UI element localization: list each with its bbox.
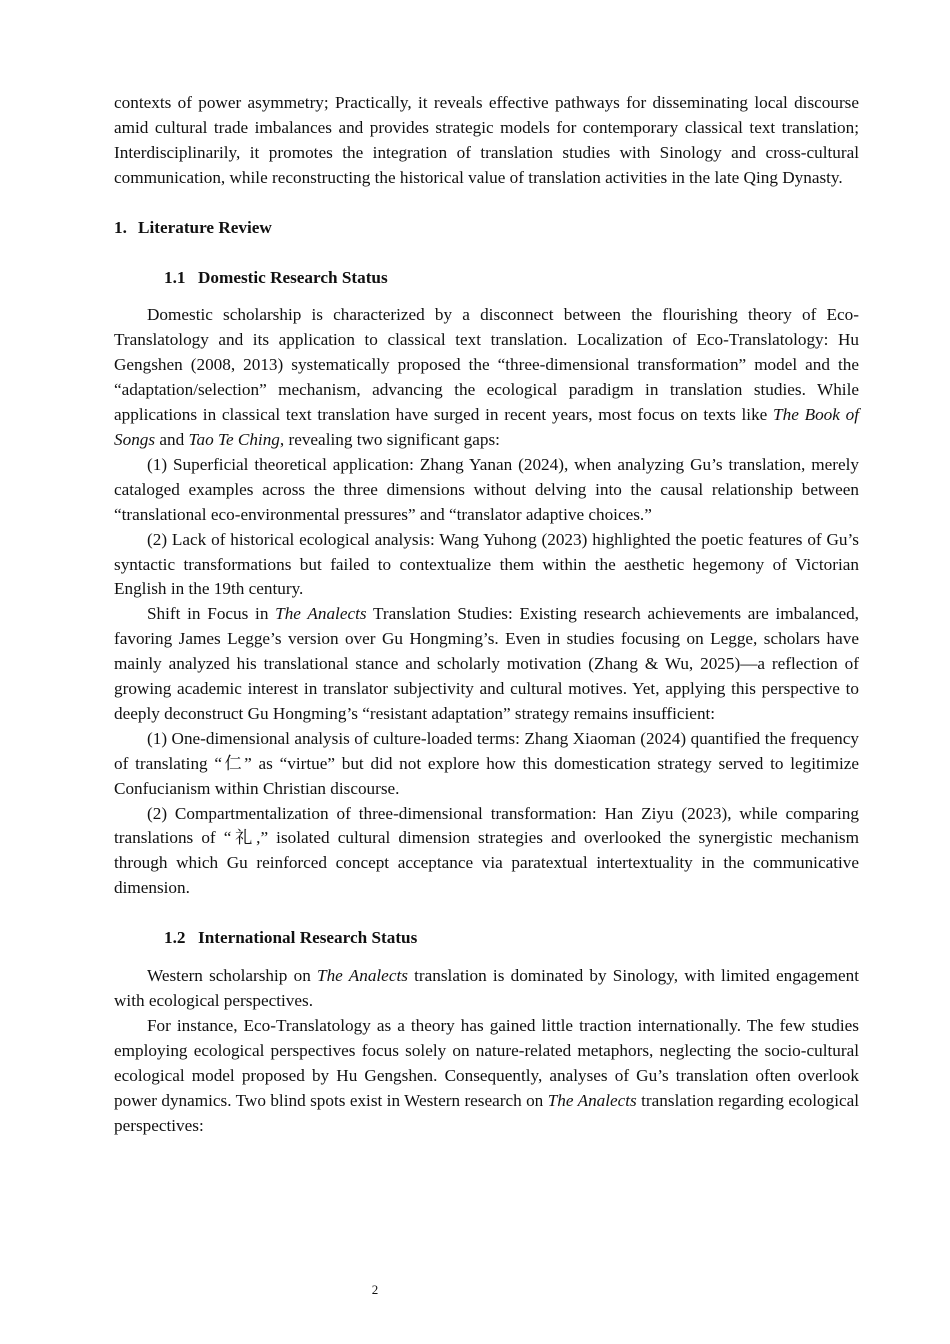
page-number [0, 1281, 750, 1299]
work-title: The Analects [317, 966, 408, 986]
domestic-paragraph-3: (2) Lack of historical ecological analysis: Wang Yuhong (2023) highlighted the poetic features of Gu’s syntactic transformations but failed to contextualize them within the aesthetic hegemony of Victorian English in the 19th century. [114, 529, 859, 599]
section-number: 1. [114, 217, 127, 237]
subsection-number: 1.1 [164, 267, 186, 287]
international-paragraph-2 [114, 1014, 859, 1139]
domestic-paragraph-4 [114, 602, 859, 727]
subsection-title: Domestic Research Status [198, 267, 388, 287]
domestic-paragraph-6: (2) Compartmentalization of three-dimensional transformation: Han Ziyu (2023), while comparing translations of “礼,” isolated cultural dimension strategies and overlooked the synergistic mechanism through which Gu reinforced concept acceptance via paratextual intertextuality in the communicative dimension. [114, 803, 859, 898]
text-run: Domestic scholarship is characterized by a disconnect between the flourishing theory of Eco-Translatology and its application to classical text translation. Localization of Eco-Translatology: Hu Gengshen (2008, 2013) systematically proposed the “three-dimensional transformation” model and the “adaptation/selection” mechanism, advancing the ecological paradigm in translation studies. While applications in classical text translation have surged in recent years, most focus on texts like [114, 305, 859, 425]
subsection-title: International Research Status [198, 928, 418, 948]
section-title: Literature Review [138, 217, 272, 237]
subsection-heading-international [164, 926, 859, 951]
subsection-number: 1.2 [164, 928, 186, 948]
domestic-paragraph-1 [114, 303, 859, 452]
text-run: and [155, 429, 189, 449]
work-title: The Analects [275, 604, 367, 624]
work-title: The Book of Songs [114, 405, 859, 449]
section-heading-literature-review [114, 216, 859, 241]
text-run: translation is dominated by Sinology, with limited engagement with ecological perspectives. [114, 966, 860, 1010]
text-run: translation regarding ecological perspectives: [114, 1090, 859, 1135]
text-run: For instance, Eco-Translatology as a theory has gained little traction internationally. The few studies employing ecological perspectives focus solely on nature-related metaphors, neglecting the socio-cultural ecological model proposed by Hu Gengshen. Consequently, analyses of Gu’s translation often overlook power dynamics. Two blind spots exist in Western research on [114, 1015, 859, 1110]
subsection-heading-domestic [164, 266, 859, 291]
text-run: Western scholarship on [147, 966, 318, 986]
page-body [114, 91, 859, 1138]
page-number-text: 2 [371, 1282, 379, 1297]
work-title: Tao Te Ching [188, 429, 280, 449]
intro-paragraph: contexts of power asymmetry; Practically, it reveals effective pathways for disseminating local discourse amid cultural trade imbalances and provides strategic models for contemporary classical text translation; Interdisciplinarily, it promotes the integration of translation studies with Sinology and cross-cultural communication, while reconstructing the historical value of translation activities in the late Qing Dynasty. [114, 93, 859, 187]
international-paragraph-1 [114, 964, 859, 1014]
work-title: The Analects [547, 1090, 637, 1110]
text-run: Shift in Focus in [147, 604, 276, 624]
domestic-paragraph-5: (1) One-dimensional analysis of culture-loaded terms: Zhang Xiaoman (2024) quantified the frequency of translating “仁” as “virtue” but did not explore how this domestication strategy served to legitimize Confucianism within Christian discourse. [114, 728, 859, 798]
domestic-paragraph-2: (1) Superficial theoretical application: Zhang Yanan (2024), when analyzing Gu’s translation, merely cataloged examples across the three dimensions without delving into the causal relationship between “translational eco-environmental pressures” and “translator adaptive choices.” [114, 454, 859, 524]
text-run: , revealing two significant gaps: [279, 429, 500, 449]
text-run: Translation Studies: Existing research achievements are imbalanced, favoring James Legge’s version over Gu Hongming’s. Even in studies focusing on Legge, scholars have mainly analyzed his translational stance and scholarly motivation (Zhang & Wu, 2025)—a reflection of growing academic interest in translator subjectivity and cultural motives. Yet, applying this perspective to deeply deconstruct Gu Hongming’s “resistant adaptation” strategy remains insufficient: [114, 604, 859, 723]
